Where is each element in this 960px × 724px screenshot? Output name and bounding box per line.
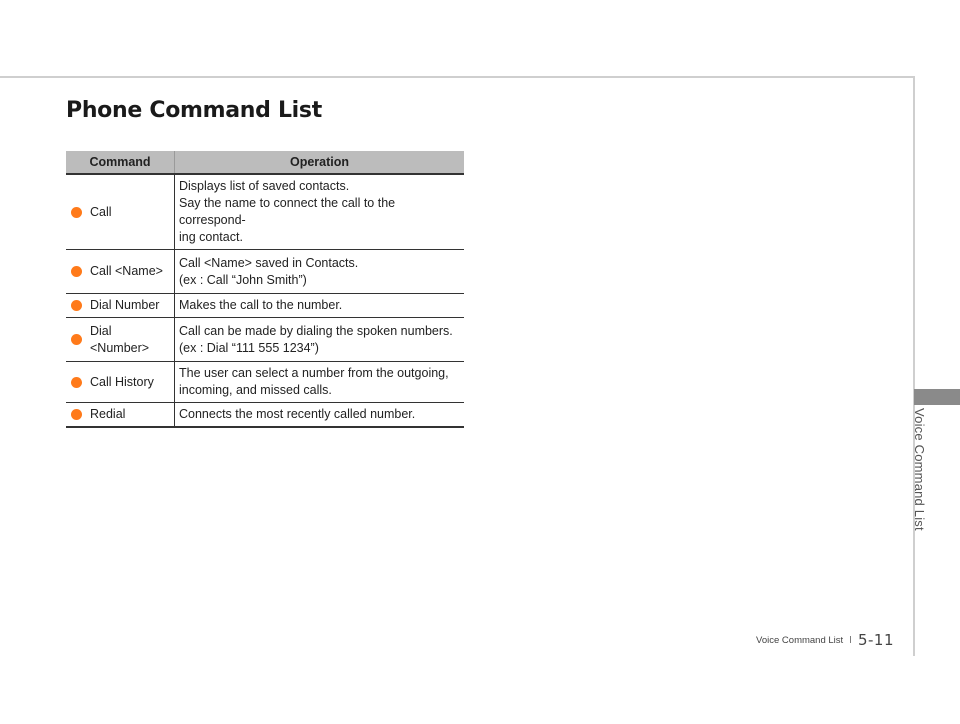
command-cell: Dial Number [86,294,175,318]
operation-text: Call can be made by dialing the spoken numbers. [179,323,453,338]
table-row [66,403,464,428]
operation-text: The user can select a number from the outgoing, [179,366,449,380]
table-row [66,250,464,294]
operation-text: incoming, and missed calls. [179,383,332,397]
table-row [66,294,464,318]
operation-text: (ex : Dial “111 555 1234”) [179,340,319,355]
bullet-dot-icon [71,377,82,388]
operation-column-header: Operation [175,151,465,174]
operation-cell [175,403,465,428]
operation-cell [175,318,465,362]
bullet-cell [66,294,86,318]
command-cell: Call [86,174,175,250]
operation-text: (ex : Call “John Smith”) [179,272,307,287]
bullet-cell [66,362,86,403]
footer-separator: I [849,634,852,646]
bullet-cell [66,403,86,428]
operation-cell [175,250,465,294]
table-row [66,318,464,362]
command-column-header: Command [66,151,175,174]
bullet-dot-icon [71,409,82,420]
command-cell: Call <Name> [86,250,175,294]
bullet-cell [66,250,86,294]
operation-text: ing contact. [179,230,243,244]
operation-text: Displays list of saved contacts. [179,179,350,193]
command-cell: Redial [86,403,175,428]
bullet-cell [66,174,86,250]
command-cell: Call History [86,362,175,403]
bullet-dot-icon [71,334,82,345]
table-row [66,362,464,403]
top-divider [0,76,915,78]
command-cell: Dial <Number> [86,318,175,362]
bullet-cell [66,318,86,362]
phone-command-table [66,151,464,428]
right-divider [913,76,915,656]
operation-text: Makes the call to the number. [179,298,343,312]
bullet-dot-icon [71,300,82,311]
section-tab [914,389,960,405]
side-section-label: Voice Command List [912,408,927,531]
operation-text: Connects the most recently called number. [179,407,416,421]
operation-cell [175,362,465,403]
page-number: 5-11 [857,631,894,649]
footer-section-label: Voice Command List [756,634,844,646]
bullet-dot-icon [71,266,82,277]
operation-text: Call <Name> saved in Contacts. [179,255,359,270]
page-title: Phone Command List [66,98,322,123]
table-header-row [66,151,464,174]
bullet-dot-icon [71,207,82,218]
operation-text: Say the name to connect the call to the correspond- [179,196,396,227]
page-footer [756,631,894,649]
operation-cell [175,174,465,250]
operation-cell [175,294,465,318]
table-row [66,174,464,250]
